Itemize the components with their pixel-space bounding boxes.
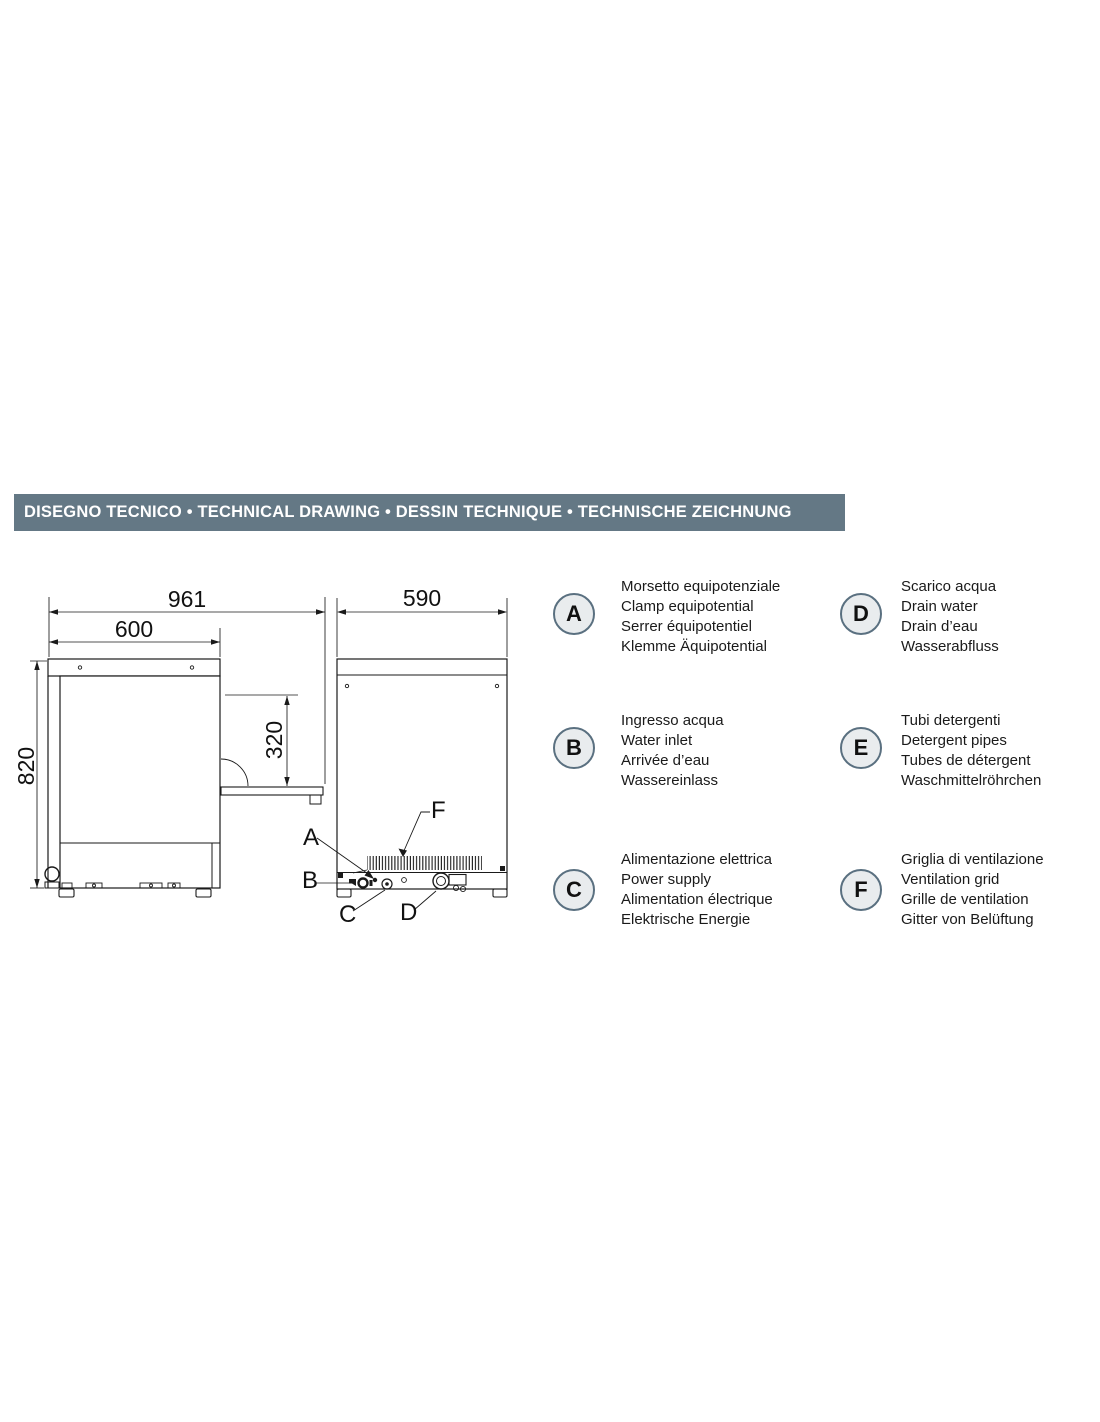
caster-base bbox=[45, 882, 59, 888]
ventilation-grid bbox=[367, 856, 482, 870]
legend-line: Gitter von Belüftung bbox=[901, 911, 1034, 928]
callout-c-label: C bbox=[339, 901, 357, 928]
legend-text-f bbox=[901, 850, 1044, 930]
foot-icon bbox=[196, 889, 211, 897]
legend-line: Ventilation grid bbox=[901, 871, 1000, 888]
badge-letter: B bbox=[566, 735, 582, 760]
legend-line: Drain water bbox=[901, 598, 978, 615]
badge-letter: E bbox=[853, 735, 869, 760]
callout-b-label: B bbox=[302, 867, 319, 894]
legend-line: Tubi detergenti bbox=[901, 712, 1001, 729]
foot-icon bbox=[59, 889, 74, 897]
front-view bbox=[302, 585, 507, 928]
legend-line: Alimentazione elettrica bbox=[621, 851, 772, 868]
legend-line: Water inlet bbox=[621, 732, 693, 749]
bolt-icon bbox=[500, 866, 505, 871]
legend-line: Morsetto equipotenziale bbox=[621, 578, 781, 595]
legend-badge-f bbox=[840, 869, 882, 911]
legend-line: Waschmittelröhrchen bbox=[901, 772, 1042, 789]
legend-line: Scarico acqua bbox=[901, 578, 997, 595]
legend-line: Klemme Äquipotential bbox=[621, 638, 767, 655]
door-swing-arc bbox=[221, 759, 248, 786]
legend-line: Serrer équipotentiel bbox=[621, 618, 752, 635]
legend-line: Arrivée d’eau bbox=[621, 752, 710, 769]
callout-a-label: A bbox=[303, 824, 320, 851]
legend-line: Alimentation électrique bbox=[621, 891, 773, 908]
legend-line: Drain d’eau bbox=[901, 618, 978, 635]
dim-590-label: 590 bbox=[402, 585, 442, 611]
legend-text-b bbox=[621, 711, 724, 791]
callout-f-label: F bbox=[431, 797, 446, 824]
side-top-panel bbox=[48, 659, 220, 676]
foot-icon bbox=[337, 889, 351, 897]
legend-badge-b bbox=[553, 727, 595, 769]
foot-icon bbox=[493, 889, 507, 897]
side-view bbox=[13, 586, 325, 897]
legend-badge-c bbox=[553, 869, 595, 911]
legend-text-d bbox=[901, 577, 999, 657]
badge-letter: F bbox=[854, 877, 868, 902]
callout-d-label: D bbox=[400, 899, 418, 926]
side-body bbox=[60, 676, 220, 888]
dim-820-label: 820 bbox=[13, 746, 39, 786]
legend-line: Tubes de détergent bbox=[901, 752, 1031, 769]
legend-line: Grille de ventilation bbox=[901, 891, 1029, 908]
legend-text-a bbox=[621, 577, 780, 657]
legend-badge-d bbox=[840, 593, 882, 635]
section-title: DISEGNO TECNICO • TECHNICAL DRAWING • DESSIN TECHNIQUE • TECHNISCHE ZEICHNUNG bbox=[24, 503, 792, 521]
door-handle bbox=[310, 795, 321, 804]
front-body bbox=[337, 659, 507, 889]
legend-line: Power supply bbox=[621, 871, 712, 888]
caster-icon bbox=[45, 867, 59, 881]
open-door bbox=[221, 787, 323, 795]
dim-961-label: 961 bbox=[167, 586, 207, 612]
dim-600-label: 600 bbox=[114, 616, 154, 642]
legend-line: Wassereinlass bbox=[621, 772, 718, 789]
legend-line: Clamp equipotential bbox=[621, 598, 754, 615]
legend-text-e bbox=[901, 711, 1041, 791]
dim-320-label: 320 bbox=[261, 720, 287, 760]
badge-letter: C bbox=[566, 877, 582, 902]
legend-line: Ingresso acqua bbox=[621, 712, 724, 729]
legend-badge-e bbox=[840, 727, 882, 769]
legend-line: Griglia di ventilazione bbox=[901, 851, 1044, 868]
legend-line: Elektrische Energie bbox=[621, 911, 751, 928]
legend-line: Detergent pipes bbox=[901, 732, 1007, 749]
legend-text-c bbox=[621, 850, 773, 930]
bolt-icon bbox=[338, 873, 343, 878]
badge-letter: A bbox=[566, 601, 582, 626]
legend-line: Wasserabfluss bbox=[901, 638, 999, 655]
badge-letter: D bbox=[853, 601, 869, 626]
legend-badge-a bbox=[553, 593, 595, 635]
